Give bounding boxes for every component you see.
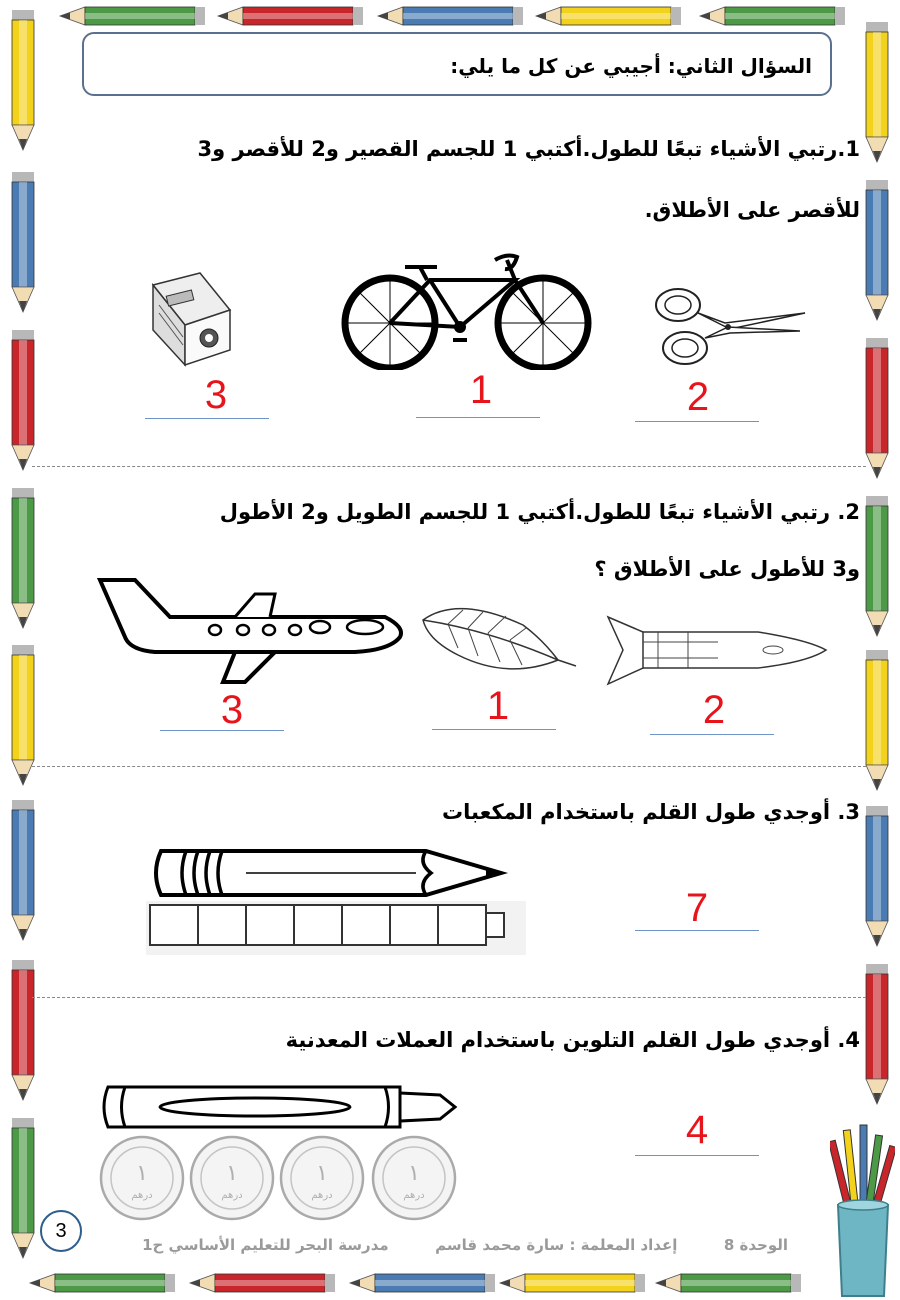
bicycle-image bbox=[335, 245, 600, 370]
footer-school: مدرسة البحر للتعليم الأساسي ح1 bbox=[142, 1236, 389, 1254]
q1-answer-bicycle[interactable]: 1 bbox=[469, 368, 493, 412]
coin-1 bbox=[98, 1128, 186, 1228]
question-title: السؤال الثاني: أجيبي عن كل ما يلي: bbox=[450, 54, 812, 78]
coin-1-value: ١ bbox=[136, 1161, 148, 1186]
q2-answer-rocket[interactable]: 2 bbox=[702, 688, 726, 732]
coin-2-unit: درهم bbox=[221, 1190, 243, 1201]
coin-2 bbox=[188, 1128, 276, 1228]
q2-answer-leaf[interactable]: 1 bbox=[486, 684, 510, 728]
airplane-image bbox=[95, 572, 410, 687]
q1-answer-scissors[interactable]: 2 bbox=[686, 375, 710, 419]
rocket-image bbox=[598, 612, 830, 687]
q1-answer-line-scissors bbox=[635, 421, 759, 422]
footer-line bbox=[142, 1236, 788, 1254]
q1-instruction-line1: 1.رتبي الأشياء تبعًا للطول.أكتبي 1 للجسم القصير و2 للأقصر و3 bbox=[197, 137, 860, 161]
q1-instruction-line2: للأقصر على الأطلاق. bbox=[644, 198, 860, 222]
leaf-image bbox=[418, 600, 578, 675]
coin-3-value: ١ bbox=[316, 1161, 328, 1186]
footer-unit: الوحدة 8 bbox=[723, 1236, 788, 1254]
crayon-image bbox=[100, 1083, 460, 1131]
coins-row bbox=[98, 1128, 458, 1228]
q2-answer-line-leaf bbox=[432, 729, 556, 730]
coin-4-value: ١ bbox=[408, 1161, 420, 1186]
separator-3 bbox=[32, 997, 866, 998]
q2-answer-airplane[interactable]: 3 bbox=[220, 688, 244, 732]
coin-4-unit: درهم bbox=[403, 1190, 425, 1201]
q3-answer-line bbox=[635, 930, 759, 931]
coin-4 bbox=[370, 1128, 458, 1228]
q4-answer-line bbox=[635, 1155, 759, 1156]
scissors-image bbox=[650, 283, 810, 373]
q1-answer-line-sharpener bbox=[145, 418, 269, 419]
page-number: 3 bbox=[55, 1220, 67, 1242]
q2-answer-line-airplane bbox=[160, 730, 284, 731]
coin-3 bbox=[278, 1128, 366, 1228]
coin-2-value: ١ bbox=[226, 1161, 238, 1186]
q3-answer[interactable]: 7 bbox=[685, 886, 709, 930]
coin-3-unit: درهم bbox=[311, 1190, 333, 1201]
q2-instruction-line2: و3 للأطول على الأطلاق ؟ bbox=[594, 557, 860, 581]
q4-instruction: 4. أوجدي طول القلم التلوين باستخدام العملات المعدنية bbox=[285, 1028, 860, 1052]
coin-1-unit: درهم bbox=[131, 1190, 153, 1201]
q2-instruction-line1: 2. رتبي الأشياء تبعًا للطول.أكتبي 1 للجسم الطويل و2 الأطول bbox=[219, 500, 860, 524]
q1-answer-line-bicycle bbox=[416, 417, 540, 418]
q1-answer-sharpener[interactable]: 3 bbox=[204, 373, 228, 417]
pencil-with-cubes-image bbox=[146, 843, 526, 955]
pencil-cup-image bbox=[830, 1120, 895, 1298]
q3-instruction: 3. أوجدي طول القلم باستخدام المكعبات bbox=[442, 800, 860, 824]
separator-1 bbox=[32, 466, 866, 467]
sharpener-image bbox=[145, 265, 235, 370]
q4-answer[interactable]: 4 bbox=[685, 1108, 709, 1152]
separator-2 bbox=[32, 766, 866, 767]
page-number-badge bbox=[40, 1210, 82, 1252]
q2-answer-line-rocket bbox=[650, 734, 774, 735]
question-header-box bbox=[82, 32, 832, 96]
footer-teacher: إعداد المعلمة : سارة محمد قاسم bbox=[435, 1236, 678, 1254]
